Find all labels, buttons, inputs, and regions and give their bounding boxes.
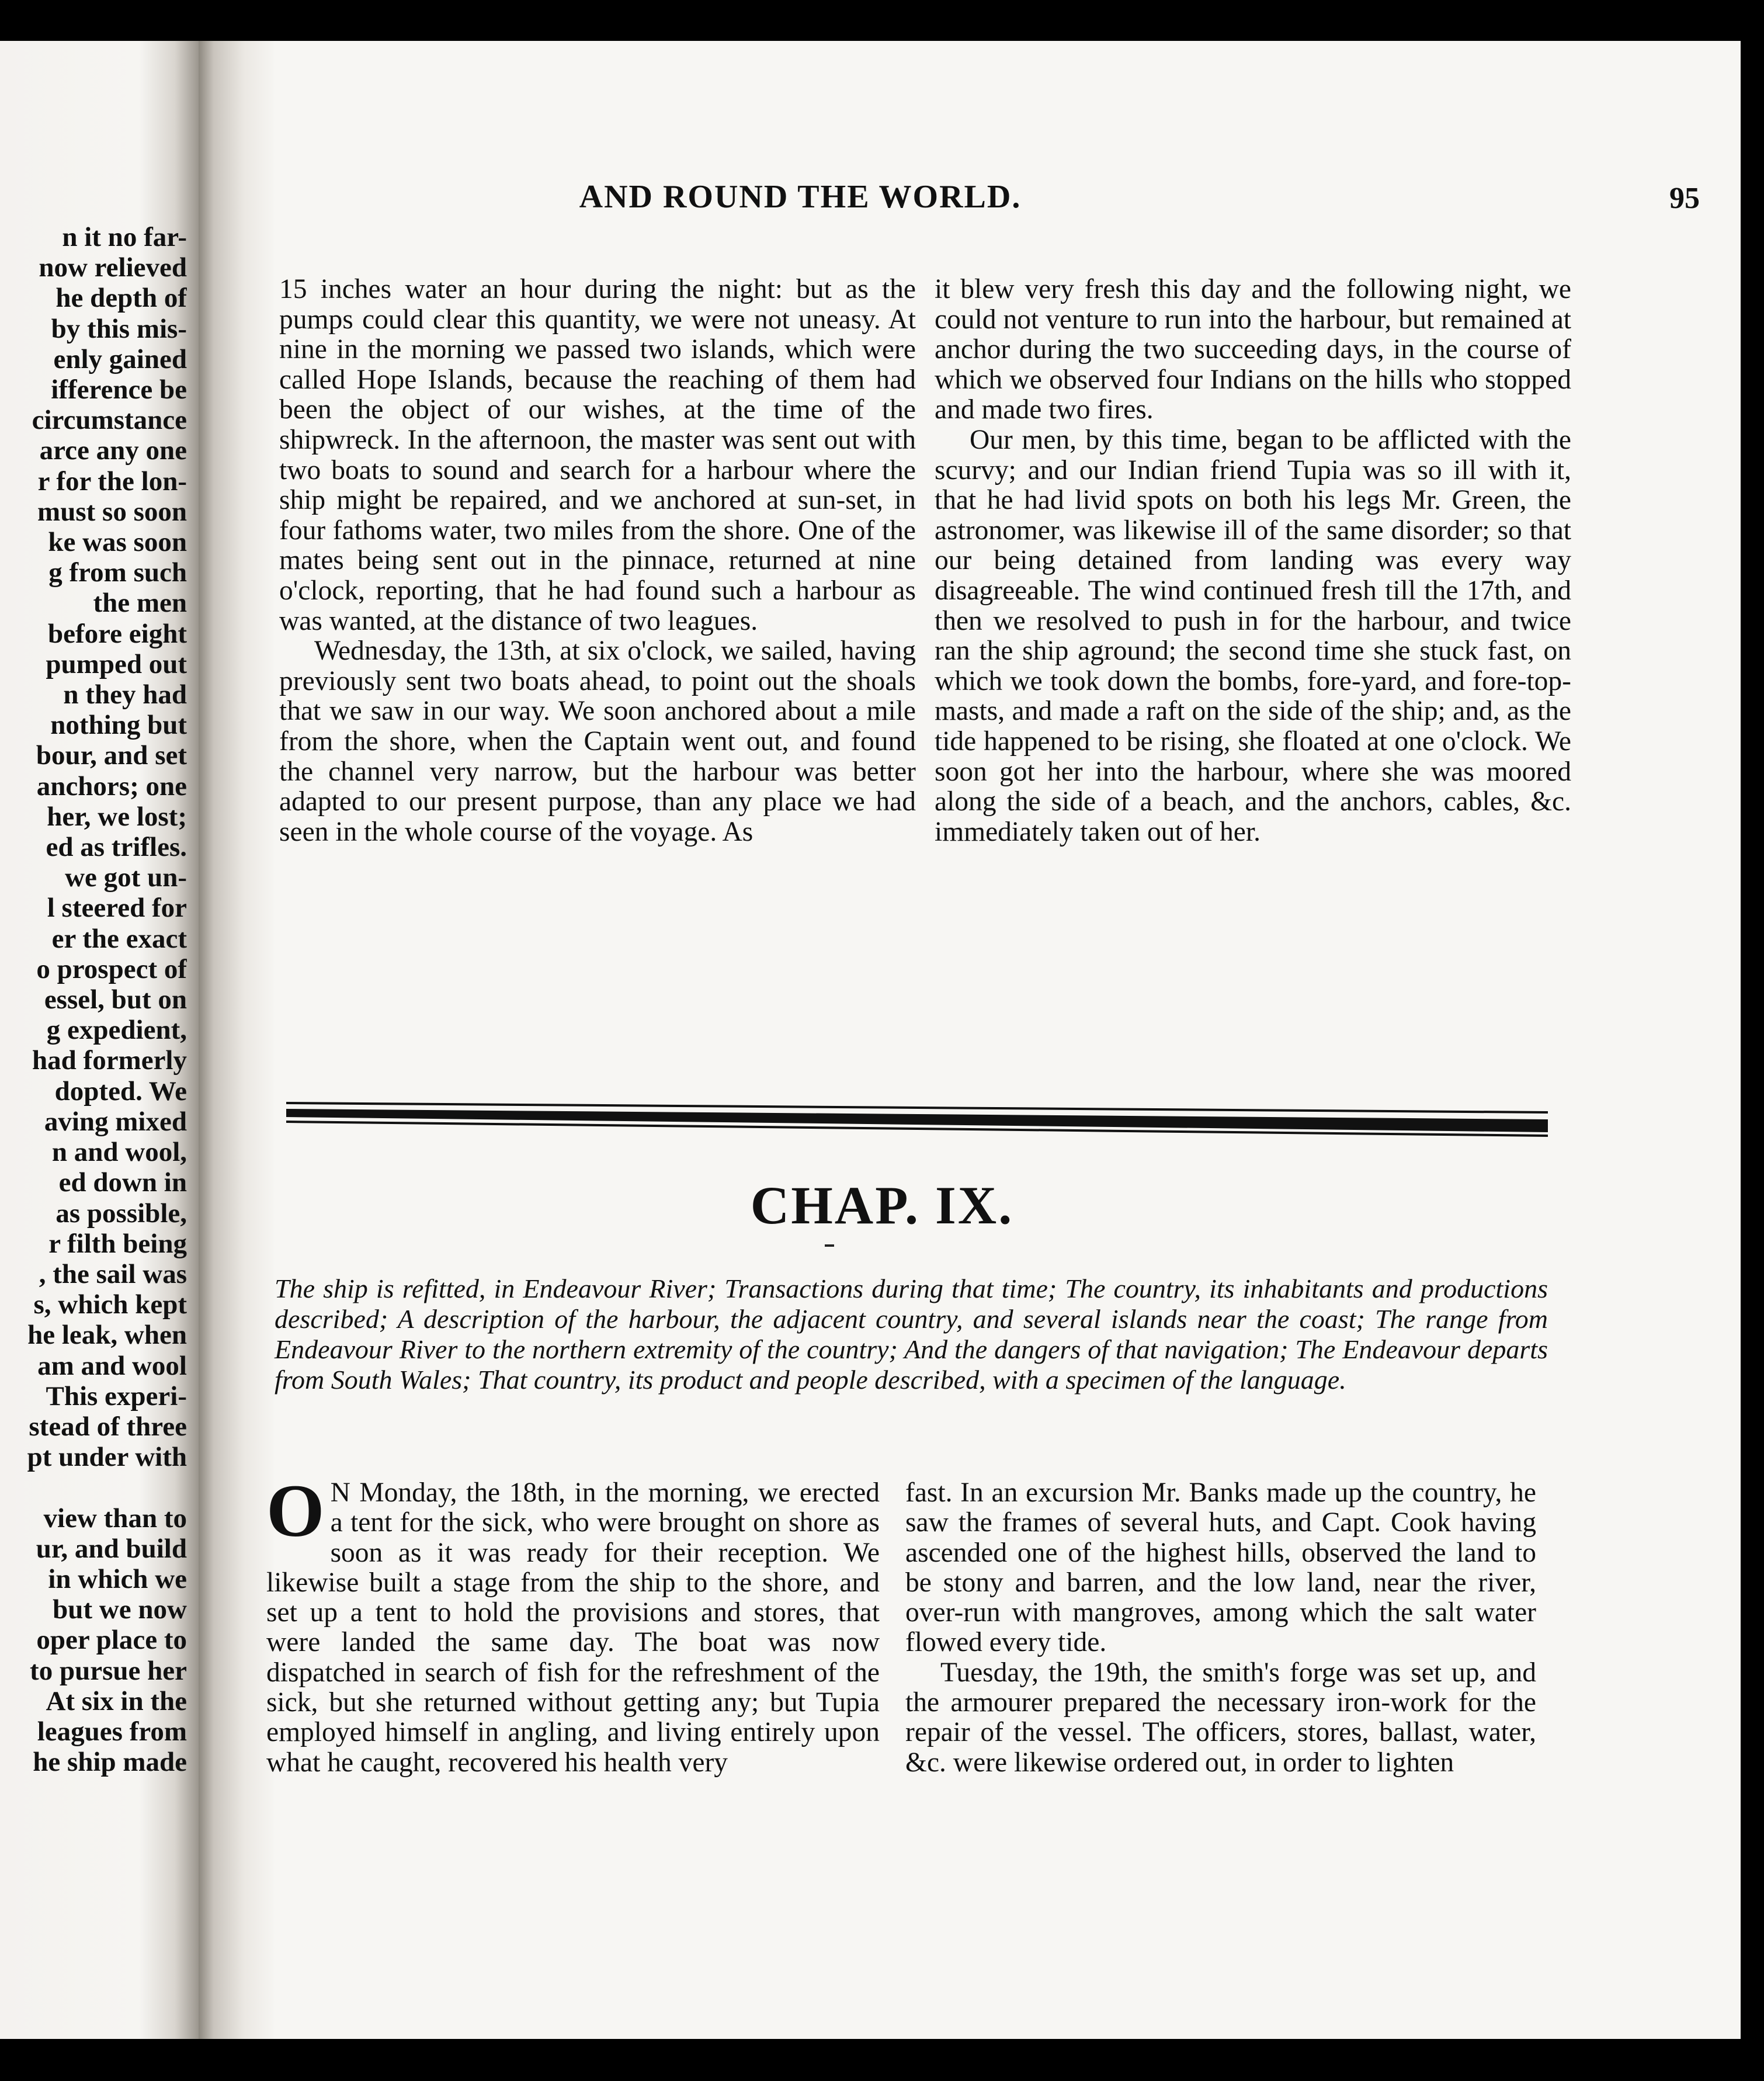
page-number: 95 bbox=[1669, 182, 1700, 215]
facing-page-text bbox=[0, 222, 187, 1777]
facing-page-line: This experi- bbox=[46, 1381, 187, 1411]
facing-page-line: g from such bbox=[48, 557, 187, 588]
facing-page bbox=[0, 41, 199, 2039]
paragraph: Our men, by this time, began to be afflicted with the scurvy; and our Indian friend Tupia was so ill with it, that he had livid spots on both his legs Mr. Green, the astronomer, was likewise ill of the same disorder; so that our being detained from landing was every way disagreeable. The wind continued fresh till the 17th, and then we resolved to push in for the harbour, and twice ran the ship aground; the second time she stuck fast, on which we took down the bombs, fore-yard, and fore-top-masts, and made a raft on the side of the ship; and, as the tide happened to be rising, she floated at one o'clock. We soon got her into the harbour, where she was moored along the side of a beach, and the anchors, cables, &c. immediately taken out of her. bbox=[935, 424, 1571, 847]
facing-page-line: er the exact bbox=[51, 923, 187, 954]
paragraph: N Monday, the 18th, in the morning, we erected a tent for the sick, who were brought on shore as soon as it was ready for their reception. We likewise built a stage from the ship to the shore, and set up a tent to hold the provisions and stores, that were landed the same day. The boat was now dispatched in search of fish for the refreshment of the sick, but she returned without getting any; but Tupia employed himself in angling, and living entirely upon what he caught, recovered his health very bbox=[266, 1477, 880, 1778]
facing-page-line: ifference be bbox=[51, 374, 187, 405]
paragraph: Wednesday, the 13th, at six o'clock, we sailed, having previously sent two boats ahead, to point out the shoals that we saw in our way. We soon anchored about a mile from the shore, when the Captain went out, and found the channel very narrow, but the harbour was better adapted to our present purpose, than any place we had seen in the whole course of the voyage. As bbox=[279, 636, 916, 847]
facing-page-line: o prospect of bbox=[36, 953, 187, 984]
ornament-dash bbox=[825, 1244, 834, 1247]
facing-page-line: as possible, bbox=[55, 1198, 187, 1229]
facing-page-line: pumped out bbox=[46, 648, 187, 679]
facing-page-line: dopted. We bbox=[54, 1076, 187, 1107]
facing-page-line: before eight bbox=[48, 618, 187, 649]
facing-page-line: he leak, when bbox=[27, 1320, 187, 1351]
facing-page-line: pt under with bbox=[27, 1442, 187, 1473]
facing-page-line: l steered for bbox=[47, 893, 187, 924]
facing-page-line: circumstance bbox=[32, 405, 187, 436]
facing-page-line: he ship made bbox=[33, 1747, 187, 1778]
facing-page-line: had formerly bbox=[32, 1045, 187, 1076]
facing-page-line: stead of three bbox=[29, 1411, 187, 1442]
facing-page-line: by this mis- bbox=[51, 313, 187, 344]
running-title: AND ROUND THE WORLD. bbox=[579, 179, 1022, 215]
facing-page-line: he depth of bbox=[55, 283, 187, 314]
paragraph: Tuesday, the 19th, the smith's forge was set up, and the armourer prepared the necessary iron-work for the repair of the vessel. The officers, stores, ballast, water, &c. were likewise ordered out, in order to lighten bbox=[905, 1657, 1536, 1778]
facing-page-line: to pursue her bbox=[30, 1655, 187, 1686]
facing-page-line: s, which kept bbox=[33, 1289, 187, 1320]
facing-page-line: , the sail was bbox=[39, 1258, 187, 1289]
book-gutter bbox=[199, 41, 275, 2039]
facing-page-line: r for the lon- bbox=[37, 466, 187, 497]
facing-page-line: view than to bbox=[43, 1503, 187, 1534]
facing-page-line: oper place to bbox=[36, 1625, 187, 1656]
facing-page-line: bour, and set bbox=[36, 740, 187, 771]
chapter-summary: The ship is refitted, in Endeavour River; Transactions during that time; The country, its inhabitants and productions described; A description of the harbour, the adjacent country, and several islands near the coast; The range from Endeavour River to the northern extremity of the country; And the dangers of that navigation; The Endeavour departs from South Wales; That country, its product and people described, with a specimen of the language. bbox=[275, 1274, 1548, 1395]
facing-page-line: now relieved bbox=[39, 252, 187, 283]
facing-page-line: but we now bbox=[53, 1594, 187, 1625]
top-right-column bbox=[935, 275, 1571, 847]
facing-page-line: At six in the bbox=[46, 1685, 187, 1716]
facing-page-line: essel, but on bbox=[44, 984, 187, 1015]
facing-page-line: am and wool bbox=[37, 1350, 187, 1381]
facing-page-line: nothing but bbox=[50, 710, 187, 741]
facing-page-line: ke was soon bbox=[48, 527, 187, 558]
chapter-divider-rule bbox=[286, 1094, 1548, 1140]
facing-page-line: arce any one bbox=[39, 435, 187, 466]
facing-page-line: n it no far- bbox=[62, 222, 187, 252]
facing-page-line: aving mixed bbox=[44, 1106, 187, 1137]
facing-page-line: her, we lost; bbox=[47, 801, 187, 832]
facing-page-line: n they had bbox=[63, 679, 187, 710]
facing-page-line: anchors; one bbox=[36, 771, 187, 802]
facing-page-line bbox=[0, 1472, 187, 1503]
facing-page-line: ed as trifles. bbox=[46, 832, 187, 863]
facing-page-line: must so soon bbox=[37, 496, 187, 527]
facing-page-line: n and wool, bbox=[51, 1137, 187, 1168]
chapter-title: CHAP. IX. bbox=[750, 1175, 1014, 1235]
facing-page-line: ur, and build bbox=[36, 1533, 187, 1564]
facing-page-line: we got un- bbox=[65, 862, 187, 893]
facing-page-line: leagues from bbox=[37, 1716, 187, 1747]
bottom-right-column bbox=[905, 1478, 1536, 1778]
bottom-left-column bbox=[266, 1469, 880, 1778]
paragraph: 15 inches water an hour during the night: but as the pumps could clear this quantity, we were not uneasy. At nine in the morning we passed two islands, which were called Hope Islands, because the reaching of them had been the object of our wishes, at the time of the shipwreck. In the afternoon, the master was sent out with two boats to sound and search for a harbour where the ship might be repaired, and we anchored at sun-set, in four fathoms water, two miles from the shore. One of the mates being sent out in the pinnace, returned at nine o'clock, reporting, that he had found such a harbour as was wanted, at the distance of two leagues. bbox=[279, 274, 916, 636]
facing-page-line: ed down in bbox=[58, 1167, 187, 1198]
facing-page-line: the men bbox=[93, 588, 187, 619]
facing-page-line: r filth being bbox=[48, 1228, 187, 1259]
paragraph: it blew very fresh this day and the following night, we could not venture to run into the harbour, but remained at anchor during the two succeeding days, in the course of which we observed four Indians on the hills who stopped and made two fires. bbox=[935, 274, 1571, 425]
drop-cap: O bbox=[266, 1469, 325, 1552]
paragraph: fast. In an excursion Mr. Banks made up the country, he saw the frames of several huts, and Capt. Cook having ascended one of the highest hills, observed the land to be stony and barren, and the low land, near the river, over-run with mangroves, among which the salt water flowed every tide. bbox=[905, 1477, 1536, 1658]
top-left-column bbox=[279, 275, 916, 847]
facing-page-line: enly gained bbox=[53, 344, 187, 374]
facing-page-line: in which we bbox=[48, 1563, 187, 1594]
facing-page-line: g expedient, bbox=[46, 1015, 187, 1046]
